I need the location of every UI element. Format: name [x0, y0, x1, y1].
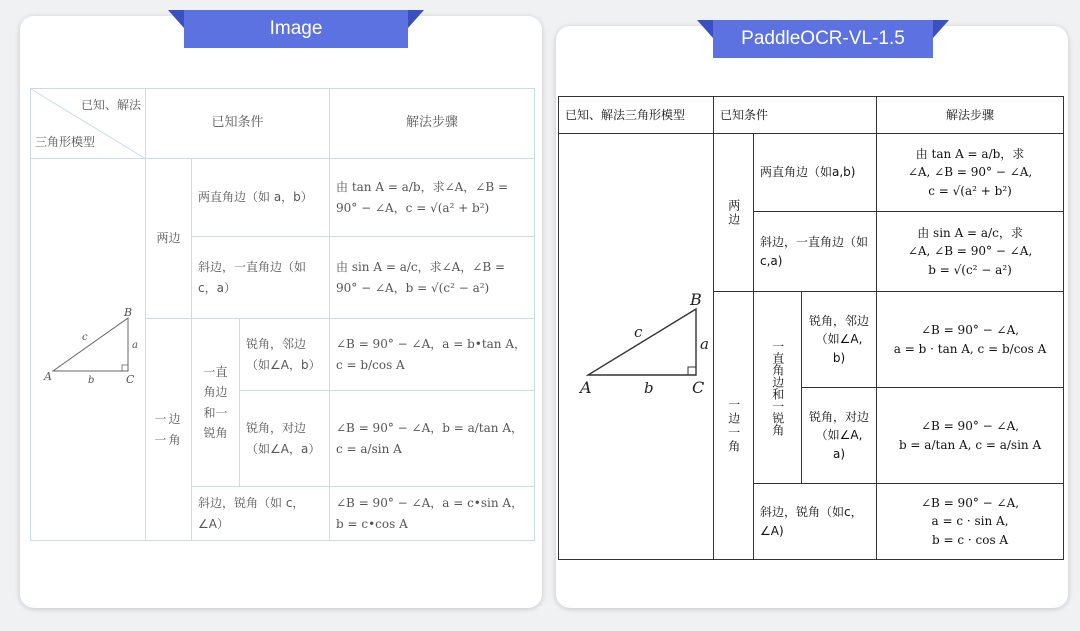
rt-group-side-angle: 一边一角	[714, 292, 754, 560]
steps-angle-opposite: ∠B = 90° − ∠A，b = a/tan A， c = a/sin A	[330, 391, 535, 487]
sub-leg-angle: 一直角边和一锐角	[192, 319, 240, 487]
rt-cond-hyp-leg: 斜边，一直角边（如c,a)	[754, 212, 877, 292]
side-a-label: a	[132, 340, 138, 352]
steps-hyp-leg: 由 sin A = a/c，求∠A，∠B = 90° − ∠A，b = √(c² − a²)	[330, 237, 535, 319]
cond-angle-adjacent: 锐角，邻边（如∠A，b）	[240, 319, 330, 391]
cond-hyp-angle: 斜边，锐角（如 c，∠A）	[192, 487, 330, 541]
steps-angle-adjacent: ∠B = 90° − ∠A，a = b•tan A， c = b/cos A	[330, 319, 535, 391]
header-steps: 解法步骤	[330, 89, 535, 159]
rt-triangle-cell	[559, 134, 714, 560]
rt-cond-angle-opposite: 锐角，对边（如∠A, a)	[802, 388, 877, 484]
rt-side-c: c	[634, 322, 643, 341]
original-table	[30, 88, 535, 541]
rt-vertex-a: A	[580, 377, 592, 397]
rt-vertex-c: C	[692, 377, 705, 397]
rt-steps-angle-opposite: ∠B = 90° − ∠A, b = a/tan A, c = a/sin A	[877, 388, 1064, 484]
rt-header-model: 已知、解法三角形模型	[559, 97, 714, 134]
original-table-image	[30, 88, 534, 540]
header-triangle-model: 三角形模型	[35, 134, 96, 149]
rt-steps-two-legs: 由 tan A = a/b，求 ∠A, ∠B = 90° − ∠A, c = √(a² + b²)	[877, 134, 1064, 212]
rt-sub-leg-angle: 一直角边和一锐角	[754, 292, 802, 484]
steps-two-legs: 由 tan A = a/b，求∠A，∠B = 90° − ∠A，c = √(a² + b²)	[330, 159, 535, 237]
cond-two-legs: 两直角边（如 a，b）	[192, 159, 330, 237]
header-conditions: 已知条件	[146, 89, 330, 159]
side-c-label: c	[82, 332, 88, 344]
cond-hyp-leg: 斜边，一直角边（如 c，a）	[192, 237, 330, 319]
cond-angle-opposite: 锐角，对边（如∠A，a）	[240, 391, 330, 487]
header-known-solution: 已知、解法	[80, 98, 141, 112]
right-triangle-figure	[38, 306, 138, 386]
diagonal-header-cell	[31, 89, 146, 159]
ocr-result-table	[558, 96, 1064, 560]
rt-side-a: a	[700, 334, 709, 353]
rt-header-steps: 解法步骤	[877, 97, 1064, 134]
vertex-c-label: C	[126, 373, 135, 387]
rt-cond-two-legs: 两直角边（如a,b)	[754, 134, 877, 212]
triangle-figure-cell	[31, 159, 146, 541]
rt-cond-angle-adjacent: 锐角，邻边（如∠A, b)	[802, 292, 877, 388]
group-side-angle: 一边一角	[146, 319, 192, 541]
rt-group-two-sides: 两边	[714, 134, 754, 292]
rt-steps-angle-adjacent: ∠B = 90° − ∠A, a = b · tan A, c = b/cos A	[877, 292, 1064, 388]
image-label-ribbon: Image	[184, 10, 408, 48]
vertex-b-label: B	[124, 306, 133, 320]
rt-side-b: b	[644, 378, 654, 397]
steps-hyp-angle: ∠B = 90° − ∠A，a = c•sin A， b = c•cos A	[330, 487, 535, 541]
rt-triangle-figure	[566, 289, 709, 399]
rt-steps-hyp-angle: ∠B = 90° − ∠A, a = c · sin A, b = c · cos A	[877, 484, 1064, 560]
rt-vertex-b: B	[690, 289, 702, 309]
side-b-label: b	[88, 375, 95, 387]
rt-steps-hyp-leg: 由 sin A = a/c，求 ∠A, ∠B = 90° − ∠A, b = √(c² − a²)	[877, 212, 1064, 292]
ocr-result-table-wrap	[558, 96, 1063, 559]
rt-cond-hyp-angle: 斜边，锐角（如c，∠A)	[754, 484, 877, 560]
vertex-a-label: A	[44, 370, 52, 384]
rt-header-conditions: 已知条件	[714, 97, 877, 134]
model-label-ribbon: PaddleOCR-VL-1.5	[713, 20, 933, 58]
group-two-sides: 两边	[146, 159, 192, 319]
